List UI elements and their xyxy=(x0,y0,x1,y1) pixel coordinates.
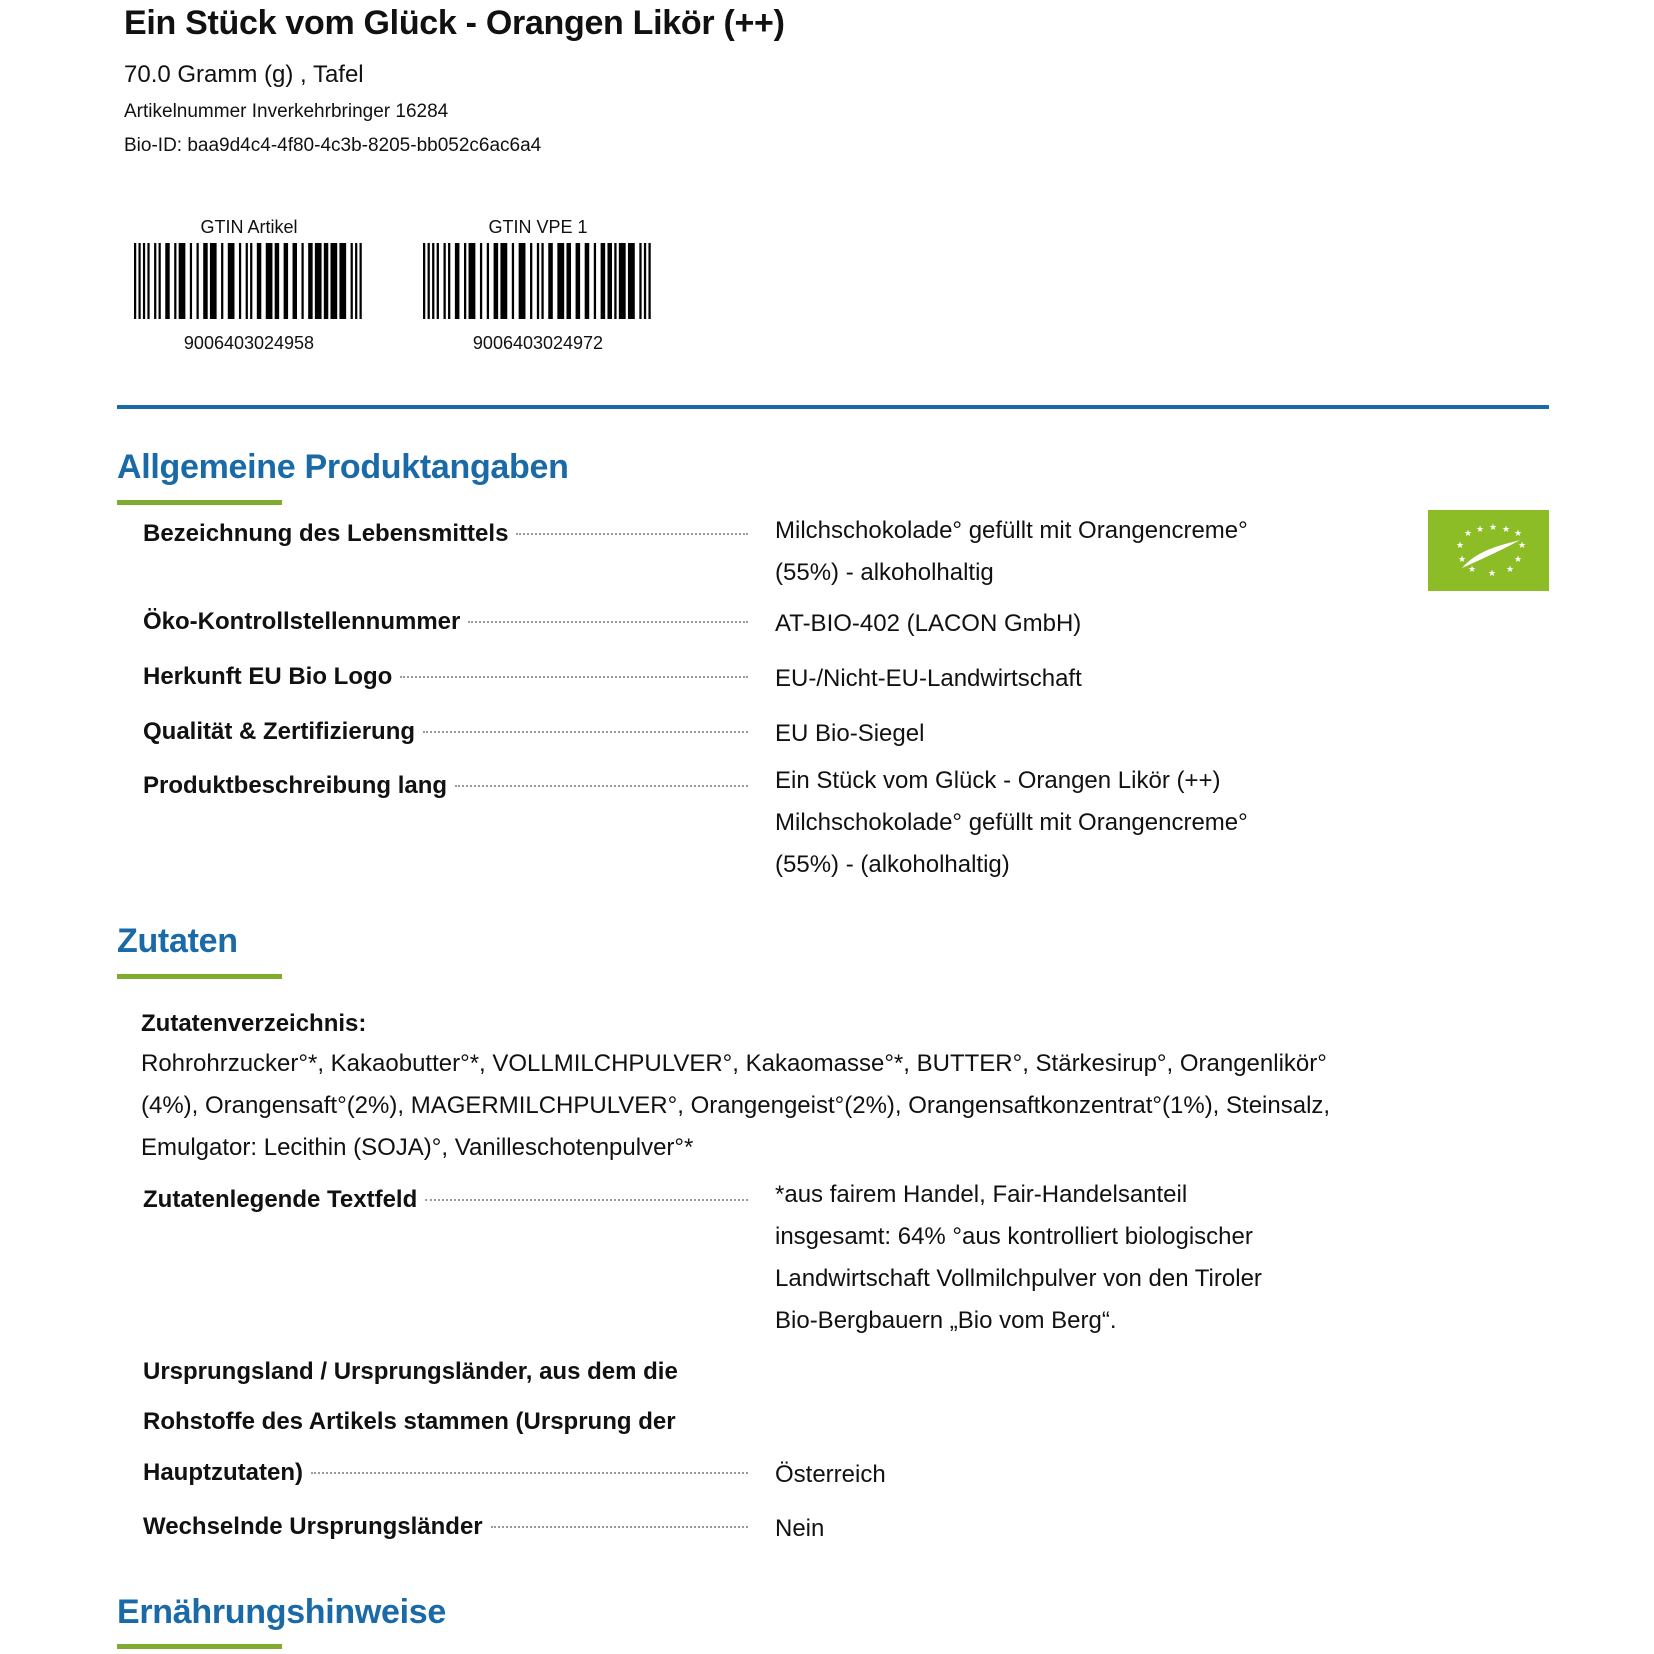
barcode-bar xyxy=(619,243,626,319)
eu-leaf-icon xyxy=(1428,510,1549,591)
barcode-bar xyxy=(644,243,646,319)
barcode-bar xyxy=(228,243,235,319)
barcode-bar xyxy=(190,243,192,319)
section-title-general: Allgemeine Produktangaben xyxy=(117,448,569,486)
ingredients-heading: Zutatenverzeichnis: xyxy=(141,1010,367,1037)
barcode-bar xyxy=(293,243,297,319)
leader-dots xyxy=(468,621,748,623)
row-label-control-number: Öko-Kontrollstellennummer xyxy=(143,608,748,636)
section-title-nutrition: Ernährungshinweise xyxy=(117,1593,447,1631)
barcode-bar xyxy=(601,243,606,319)
barcode-bar xyxy=(557,243,564,319)
barcode-gtin-vpe xyxy=(418,215,658,354)
header-divider xyxy=(117,405,1549,409)
barcode-bar xyxy=(566,243,571,319)
barcode-bar xyxy=(266,243,273,319)
section-underline xyxy=(117,1644,282,1649)
row-value-origin: Österreich xyxy=(775,1461,886,1488)
barcode-bar xyxy=(464,243,466,319)
barcode-bar xyxy=(594,243,596,319)
barcode-bar xyxy=(500,243,507,319)
svg-text:★: ★ xyxy=(1464,529,1473,539)
barcode-bar xyxy=(487,243,489,319)
ingredients-list: Rohrohrzucker°*, Kakaobutter°*, VOLLMILCHPULVER°, Kakaomasse°*, BUTTER°, Stärkesirup°, Orangenlikör° (4%), Orangensaft°(2%), MAGERMILCHPULVER°, Orangengeist°(2%), Orangensaftkonzentrat°(1%), Steinsalz, Emulgator: Lecithin (SOJA)°, Vanilleschotenpulver°* xyxy=(141,1050,1331,1161)
svg-text:★: ★ xyxy=(1476,525,1485,535)
barcode-bar xyxy=(437,243,439,319)
barcode-bar xyxy=(585,243,590,319)
barcode-bar xyxy=(628,243,635,319)
article-number: Artikelnummer Inverkehrbringer 16284 xyxy=(124,101,449,122)
barcode-bar xyxy=(428,243,430,319)
row-label-long-description: Produktbeschreibung lang xyxy=(143,772,748,800)
row-value-quality: EU Bio-Siegel xyxy=(775,720,925,747)
leader-dots xyxy=(423,731,748,733)
section-underline xyxy=(117,500,282,505)
product-title: Ein Stück vom Glück - Orangen Likör (++) xyxy=(124,4,785,42)
barcode-bar xyxy=(210,243,217,319)
leader-dots xyxy=(491,1526,748,1528)
barcode-bar xyxy=(444,243,446,319)
barcode-bar xyxy=(324,243,328,319)
barcode-bar xyxy=(351,243,353,319)
barcode-bar xyxy=(360,243,362,319)
barcode-bar xyxy=(432,243,434,319)
barcode-bar xyxy=(480,243,482,319)
svg-text:★: ★ xyxy=(1502,525,1511,535)
barcode-bar xyxy=(339,243,346,319)
barcode-label: GTIN Artikel xyxy=(200,217,298,237)
row-label-ingredient-legend: Zutatenlegende Textfeld xyxy=(143,1186,748,1214)
svg-text:★: ★ xyxy=(1456,541,1465,551)
svg-text:★: ★ xyxy=(1518,541,1527,551)
row-value-changing-origin: Nein xyxy=(775,1515,825,1542)
barcode-bar xyxy=(512,243,514,319)
barcode-bar xyxy=(154,243,156,319)
svg-text:★: ★ xyxy=(1458,555,1467,565)
leader-dots xyxy=(400,676,748,678)
barcode-bar xyxy=(197,243,199,319)
barcode-bar xyxy=(423,243,425,319)
barcode-bar xyxy=(639,243,641,319)
barcode-bar xyxy=(165,243,169,319)
barcode-bar xyxy=(203,243,207,319)
leader-dots xyxy=(516,533,748,535)
row-label-origin-line-1: Ursprungsland / Ursprungsländer, aus dem die xyxy=(143,1358,678,1385)
barcode-bars xyxy=(134,243,364,319)
barcode-bar xyxy=(331,243,338,319)
row-label-food-name: Bezeichnung des Lebensmittels xyxy=(143,520,748,548)
barcode-bar xyxy=(147,243,149,319)
row-label-quality: Qualität & Zertifizierung xyxy=(143,718,748,746)
barcode-bar xyxy=(614,243,616,319)
barcode-bar xyxy=(537,243,539,319)
barcode-bar xyxy=(159,243,161,319)
barcode-bar xyxy=(301,243,303,319)
barcode-bar xyxy=(519,243,526,319)
barcode-bar xyxy=(448,243,450,319)
svg-text:★: ★ xyxy=(1514,529,1523,539)
barcode-bar xyxy=(174,243,176,319)
barcode-bar xyxy=(143,243,145,319)
barcode-bar xyxy=(355,243,357,319)
barcode-bar xyxy=(239,243,241,319)
barcode-bar xyxy=(494,243,499,319)
row-label-origin-line-2: Rohstoffe des Artikels stammen (Ursprung der xyxy=(143,1408,676,1435)
barcode-bar xyxy=(648,243,650,319)
barcode-bar xyxy=(257,243,261,319)
leader-dots xyxy=(425,1199,748,1201)
row-value-ingredient-legend: *aus fairem Handel, Fair-Handelsanteil insgesamt: 64% °aus kontrolliert biologischer Landwirtschaft Vollmilchpulver von den Tiroler Bio-Bergbauern „Bio vom Berg“. xyxy=(775,1181,1262,1334)
section-title-ingredients: Zutaten xyxy=(117,922,238,960)
row-value-control-number: AT-BIO-402 (LACON GmbH) xyxy=(775,610,1082,637)
svg-text:★: ★ xyxy=(1506,565,1515,575)
product-quantity: 70.0 Gramm (g) , Tafel xyxy=(124,61,364,88)
barcode-bar xyxy=(541,243,543,319)
barcode-bar xyxy=(275,243,279,319)
barcode-bar xyxy=(455,243,460,319)
barcode-number: 9006403024972 xyxy=(472,333,604,353)
barcode-bar xyxy=(179,243,186,319)
barcode-bar xyxy=(134,243,136,319)
row-label-changing-origin: Wechselnde Ursprungsländer xyxy=(143,1513,748,1541)
barcode-bar xyxy=(530,243,532,319)
barcode-bar xyxy=(250,243,252,319)
barcode-bar xyxy=(548,243,553,319)
eu-organic-logo xyxy=(1428,510,1549,591)
row-label-origin: Hauptzutaten) xyxy=(143,1459,748,1487)
barcode-bar xyxy=(576,243,581,319)
barcode-bars xyxy=(423,243,653,319)
barcode-bar xyxy=(284,243,288,319)
bio-id: Bio-ID: baa9d4c4-4f80-4c3b-8205-bb052c6ac6a4 xyxy=(124,135,542,156)
svg-text:★: ★ xyxy=(1489,523,1498,533)
barcode-bar xyxy=(246,243,248,319)
barcode-bar xyxy=(607,243,612,319)
row-value-food-name: Milchschokolade° gefüllt mit Orangencreme° (55%) - alkoholhaltig xyxy=(775,517,1248,586)
svg-text:★: ★ xyxy=(1514,555,1523,565)
barcode-bar xyxy=(308,243,312,319)
row-value-eu-logo-origin: EU-/Nicht-EU-Landwirtschaft xyxy=(775,665,1082,692)
barcode-bar xyxy=(469,243,476,319)
section-underline xyxy=(117,974,282,979)
svg-text:★: ★ xyxy=(1488,569,1497,579)
row-value-long-description: Ein Stück vom Glück - Orangen Likör (++) Milchschokolade° gefüllt mit Orangencreme° (55%) - (alkoholhaltig) xyxy=(775,767,1248,878)
row-label-eu-logo-origin: Herkunft EU Bio Logo xyxy=(143,663,748,691)
leader-dots xyxy=(311,1472,748,1474)
barcode-bar xyxy=(138,243,140,319)
barcode-bar xyxy=(221,243,223,319)
barcode-number: 9006403024958 xyxy=(183,333,315,353)
leader-dots xyxy=(455,785,748,787)
barcode-label: GTIN VPE 1 xyxy=(488,217,588,237)
svg-text:★: ★ xyxy=(1468,565,1477,575)
barcode-gtin-article xyxy=(129,215,369,354)
barcode-bar xyxy=(315,243,322,319)
